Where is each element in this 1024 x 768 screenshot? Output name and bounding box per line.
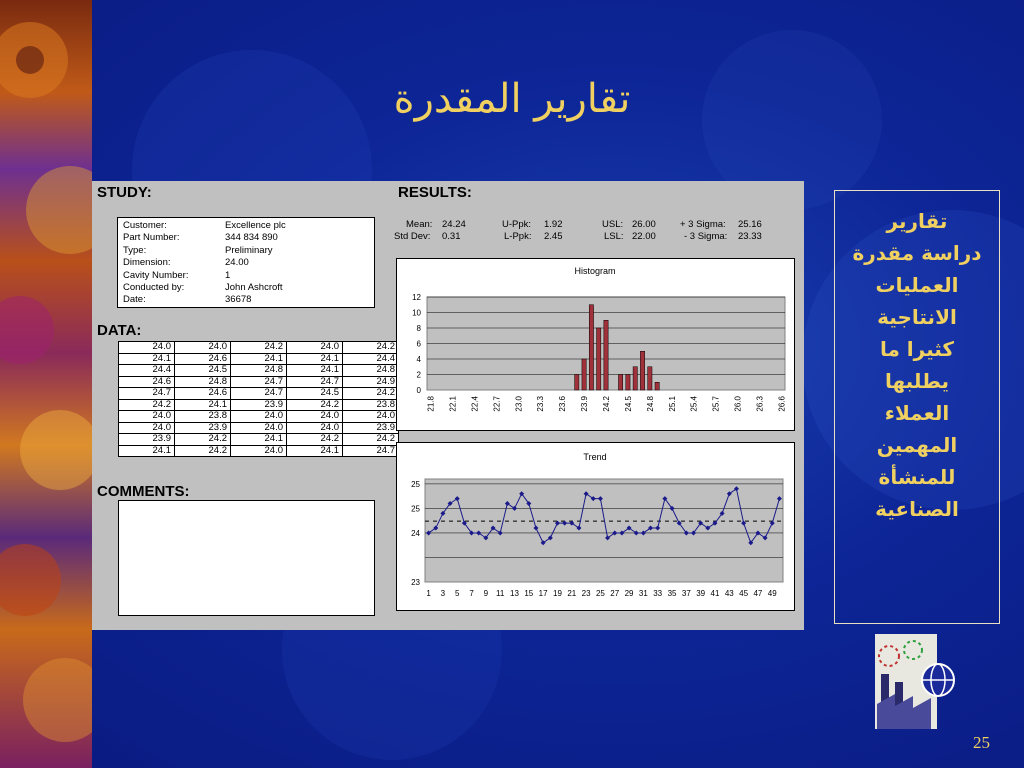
info-row — [123, 257, 373, 269]
x-tick-label: 29 — [624, 589, 634, 598]
sidebar-text-box — [834, 190, 1000, 624]
info-row — [123, 270, 373, 282]
x-tick-label: 22.4 — [470, 396, 480, 412]
table-cell: 24.8 — [231, 365, 287, 377]
x-tick-label: 25.1 — [667, 396, 677, 412]
table-cell: 24.5 — [175, 365, 231, 377]
table-cell: 24.0 — [287, 411, 343, 423]
table-cell: 24.1 — [119, 353, 175, 365]
info-value: Preliminary — [225, 244, 273, 256]
x-tick-label: 17 — [538, 589, 548, 598]
info-row — [123, 294, 373, 306]
info-row — [123, 245, 373, 257]
table-cell: 24.7 — [343, 445, 399, 457]
table-cell: 24.8 — [343, 365, 399, 377]
info-row — [123, 282, 373, 294]
table-cell: 24.7 — [287, 376, 343, 388]
lsl-value: 22.00 — [632, 231, 656, 242]
table-cell: 24.0 — [119, 422, 175, 434]
x-tick-label: 27 — [610, 589, 620, 598]
histogram-bar — [604, 320, 608, 390]
table-row — [119, 399, 399, 411]
y-tick-label: 25 — [411, 479, 420, 489]
table-cell: 24.2 — [343, 434, 399, 446]
study-info-box — [117, 217, 375, 308]
table-cell: 23.9 — [231, 399, 287, 411]
table-cell: 24.6 — [175, 388, 231, 400]
table-row — [119, 445, 399, 457]
x-tick-label: 23.6 — [558, 396, 568, 412]
table-cell: 24.1 — [287, 353, 343, 365]
table-cell: 24.7 — [231, 388, 287, 400]
histogram-bar — [633, 367, 637, 390]
results-panel — [382, 219, 782, 245]
x-tick-label: 25.4 — [689, 396, 699, 412]
table-row — [119, 342, 399, 354]
histogram-bar — [655, 382, 659, 390]
minus3-value: 23.33 — [738, 231, 762, 242]
table-row — [119, 422, 399, 434]
info-label: Dimension: — [123, 257, 171, 269]
mean-label: Mean: — [406, 219, 433, 230]
x-tick-label: 11 — [496, 589, 505, 598]
x-tick-label: 13 — [510, 589, 519, 598]
x-tick-label: 26.3 — [755, 396, 765, 412]
x-tick-label: 33 — [653, 589, 663, 598]
table-row — [119, 411, 399, 423]
y-tick-label: 4 — [416, 355, 421, 364]
table-cell: 24.4 — [343, 353, 399, 365]
y-tick-label: 10 — [412, 308, 421, 318]
table-cell: 24.0 — [119, 411, 175, 423]
sidebar-line: تقارير — [886, 209, 948, 233]
x-tick-label: 25.7 — [711, 396, 721, 412]
x-tick-label: 43 — [724, 589, 734, 598]
x-tick-label: 23 — [581, 589, 591, 598]
upk-label: U-Ppk: — [502, 219, 532, 230]
table-cell: 24.6 — [119, 376, 175, 388]
comments-label: COMMENTS: — [97, 483, 190, 500]
info-label: Type: — [123, 244, 147, 256]
lpk-label: L-Ppk: — [504, 231, 532, 242]
info-value: 36678 — [225, 294, 252, 306]
info-label: Customer: — [123, 220, 167, 231]
x-tick-label: 49 — [767, 589, 777, 598]
sidebar-line: كثيرا ما — [879, 337, 955, 361]
x-tick-label: 47 — [753, 589, 763, 598]
usl-value: 26.00 — [632, 219, 656, 230]
table-cell: 24.1 — [231, 353, 287, 365]
x-tick-label: 21.8 — [426, 396, 436, 412]
x-tick-label: 15 — [524, 589, 534, 598]
histogram-bar — [626, 375, 630, 391]
info-label: Conducted by: — [123, 282, 185, 293]
table-cell: 24.2 — [175, 434, 231, 446]
x-tick-label: 24.2 — [602, 396, 611, 412]
lsl-label: LSL: — [604, 231, 624, 242]
table-cell: 24.1 — [175, 399, 231, 411]
y-tick-label: 24 — [411, 528, 420, 538]
table-cell: 24.0 — [231, 411, 287, 423]
x-tick-label: 23.0 — [514, 396, 524, 412]
table-cell: 24.4 — [119, 365, 175, 377]
histogram-bar — [589, 305, 593, 390]
table-cell: 24.1 — [287, 365, 343, 377]
study-label: STUDY: — [97, 184, 152, 201]
table-cell: 23.9 — [343, 422, 399, 434]
info-value: John Ashcroft — [225, 282, 283, 293]
x-tick-label: 19 — [553, 589, 562, 598]
x-tick-label: 35 — [667, 589, 677, 598]
y-tick-label: 12 — [412, 293, 421, 302]
x-tick-label: 22.7 — [492, 396, 502, 412]
x-tick-label: 23.9 — [580, 396, 590, 412]
table-cell: 23.9 — [175, 422, 231, 434]
table-cell: 24.2 — [287, 399, 343, 411]
table-cell: 24.1 — [119, 445, 175, 457]
info-label: Part Number: — [123, 232, 180, 244]
x-tick-label: 25 — [595, 589, 605, 598]
y-tick-label: 0 — [416, 386, 421, 395]
table-cell: 24.0 — [343, 411, 399, 423]
info-value: 24.00 — [225, 257, 249, 269]
sidebar-line: العمليات — [875, 273, 959, 297]
table-cell: 24.6 — [175, 353, 231, 365]
info-label: Date: — [123, 294, 146, 306]
results-label: RESULTS: — [398, 184, 472, 201]
upk-value: 1.92 — [544, 219, 563, 230]
mean-value: 24.24 — [442, 219, 466, 230]
y-tick-label: 2 — [416, 370, 421, 380]
table-cell: 24.7 — [231, 376, 287, 388]
sidebar-line: يطلبها — [884, 369, 950, 393]
table-cell: 23.8 — [175, 411, 231, 423]
table-cell: 24.5 — [287, 388, 343, 400]
table-cell: 24.2 — [343, 388, 399, 400]
sidebar-line: الصناعية — [875, 497, 959, 521]
x-tick-label: 3 — [440, 589, 446, 598]
table-cell: 24.2 — [175, 445, 231, 457]
x-tick-label: 26.6 — [777, 396, 787, 412]
trend-svg — [397, 443, 794, 610]
std-label: Std Dev: — [394, 231, 431, 242]
trend-chart — [396, 442, 795, 611]
x-tick-label: 21 — [567, 589, 577, 598]
lpk-value: 2.45 — [544, 231, 563, 242]
table-cell: 24.8 — [175, 376, 231, 388]
x-tick-label: 37 — [681, 589, 691, 598]
x-tick-label: 41 — [710, 589, 720, 598]
plus3-value: 25.16 — [738, 219, 762, 230]
table-row — [119, 353, 399, 365]
x-tick-label: 22.1 — [448, 396, 458, 412]
sidebar-line: العملاء — [884, 401, 950, 425]
table-cell: 24.1 — [287, 445, 343, 457]
y-tick-label: 6 — [416, 339, 421, 349]
table-cell: 24.1 — [231, 434, 287, 446]
plus3-label: + 3 Sigma: — [680, 219, 726, 230]
factory-globe-logo — [875, 634, 955, 729]
data-table — [118, 341, 399, 457]
info-value: 344 834 890 — [225, 232, 278, 244]
table-cell: 24.0 — [175, 342, 231, 354]
table-cell: 24.0 — [231, 422, 287, 434]
table-cell: 24.2 — [343, 342, 399, 354]
page-number: 25 — [973, 733, 990, 752]
info-row — [123, 220, 373, 232]
table-cell: 24.0 — [231, 445, 287, 457]
x-tick-label: 1 — [426, 589, 431, 598]
table-cell: 24.9 — [343, 376, 399, 388]
x-tick-label: 23.3 — [536, 396, 546, 412]
x-tick-label: 5 — [454, 589, 460, 598]
sidebar-line: الانتاجية — [877, 305, 957, 329]
histogram-svg — [397, 259, 794, 430]
histogram-bar — [640, 351, 644, 390]
chart-title: Trend — [583, 452, 607, 462]
info-value: 1 — [225, 269, 231, 281]
histogram-bar — [648, 367, 652, 390]
x-tick-label: 24.5 — [623, 396, 633, 412]
x-tick-label: 31 — [638, 589, 648, 598]
y-tick-label: 23 — [411, 578, 420, 587]
std-value: 0.31 — [442, 231, 461, 242]
sidebar-line: دراسة مقدرة — [852, 241, 982, 265]
data-label: DATA: — [97, 322, 142, 339]
table-cell: 24.2 — [287, 434, 343, 446]
x-tick-label: 26.0 — [733, 396, 743, 412]
x-tick-label: 24.8 — [645, 396, 655, 412]
minus3-label: - 3 Sigma: — [684, 231, 728, 242]
table-cell: 23.8 — [343, 399, 399, 411]
capability-report — [92, 181, 804, 630]
table-cell: 24.7 — [119, 388, 175, 400]
table-cell: 24.0 — [119, 342, 175, 354]
comments-box — [118, 500, 375, 616]
table-row — [119, 434, 399, 446]
y-tick-label: 8 — [416, 324, 421, 333]
info-value: Excellence plc — [225, 220, 286, 231]
histogram-bar — [582, 359, 586, 390]
x-tick-label: 9 — [483, 589, 489, 598]
histogram-bar — [597, 328, 601, 390]
sidebar-line: للمنشأة — [878, 465, 956, 489]
chart-title: Histogram — [574, 266, 616, 276]
histogram-bar — [618, 375, 622, 391]
usl-label: USL: — [602, 219, 624, 230]
x-tick-label: 7 — [469, 589, 474, 598]
table-row — [119, 388, 399, 400]
table-cell: 24.2 — [119, 399, 175, 411]
y-tick-label: 25 — [411, 504, 420, 514]
table-cell: 23.9 — [119, 434, 175, 446]
info-row — [123, 232, 373, 244]
sidebar-line: المهمين — [876, 433, 958, 457]
x-tick-label: 39 — [696, 589, 706, 598]
histogram-chart — [396, 258, 795, 431]
slide-title: تقارير المقدرة — [393, 76, 631, 122]
table-cell: 24.2 — [231, 342, 287, 354]
histogram-bar — [575, 375, 579, 391]
table-row — [119, 376, 399, 388]
x-tick-label: 45 — [739, 589, 749, 598]
table-row — [119, 365, 399, 377]
table-cell: 24.0 — [287, 342, 343, 354]
info-label: Cavity Number: — [123, 269, 189, 281]
table-cell: 24.0 — [287, 422, 343, 434]
